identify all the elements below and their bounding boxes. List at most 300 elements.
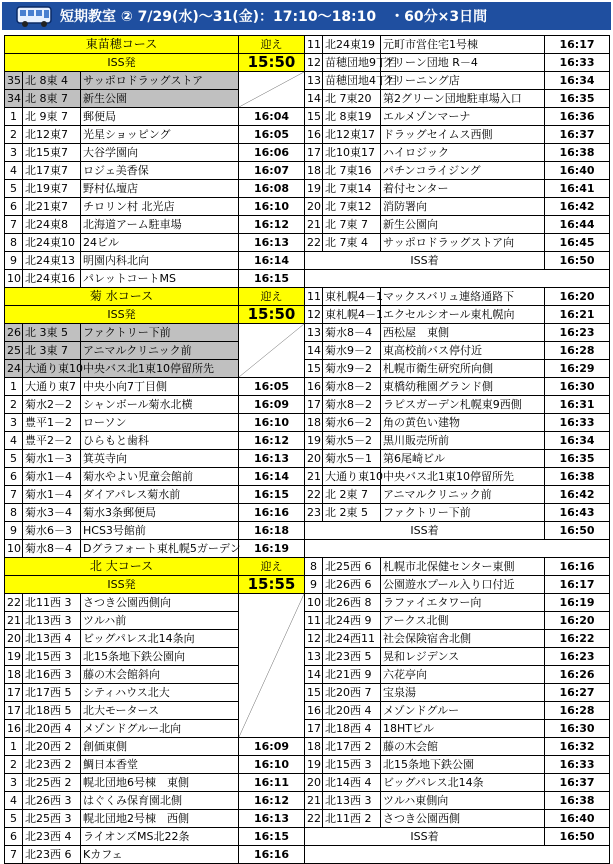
left-stop-time: 16:13 — [239, 450, 305, 468]
right-stop-place: 社会保険宿舎北側 — [381, 630, 545, 648]
skipped-time-slash — [239, 594, 305, 738]
left-stop-area: 北18西 5 — [23, 702, 81, 720]
right-stop-number: 15 — [305, 684, 323, 702]
course-name: 東苗穂コース — [5, 36, 239, 54]
schedule-row — [5, 774, 610, 792]
left-stop-time: 16:09 — [239, 396, 305, 414]
left-stop-area: 北 8東 4 — [23, 72, 81, 90]
left-stop-time: 16:10 — [239, 198, 305, 216]
right-stop-time: 16:20 — [545, 288, 610, 306]
left-stop-time: 16:11 — [239, 774, 305, 792]
right-stop-area: 北15西 3 — [323, 756, 381, 774]
left-stop-place: 郵便局 — [81, 108, 239, 126]
left-stop-time: 16:18 — [239, 522, 305, 540]
iss-arrival-label: ISS着 — [305, 252, 545, 270]
left-stop-area: 北24東10 — [23, 234, 81, 252]
left-stop-place: メゾンドグルー北向 — [81, 720, 239, 738]
left-stop-number: 10 — [5, 540, 23, 558]
right-stop-place: 黒川販売所前 — [381, 432, 545, 450]
pickup-header: 迎え — [239, 558, 305, 576]
right-stop-place: 北15条地下鉄公園 — [381, 756, 545, 774]
right-stop-area: 北 7東14 — [323, 180, 381, 198]
iss-departure-time: 15:50 — [239, 306, 305, 324]
left-stop-number: 8 — [5, 504, 23, 522]
right-stop-area: 北25西 6 — [323, 558, 381, 576]
right-stop-area: 苗穂団地4丁目 — [323, 72, 381, 90]
left-stop-number: 1 — [5, 108, 23, 126]
schedule-row — [5, 342, 610, 360]
right-stop-number: 22 — [305, 234, 323, 252]
right-stop-place: 東高校前バス停付近 — [381, 342, 545, 360]
left-stop-place: 菊水3条郵便局 — [81, 504, 239, 522]
right-stop-time: 16:33 — [545, 756, 610, 774]
left-stop-place: さつき公園西側向 — [81, 594, 239, 612]
right-stop-number: 16 — [305, 378, 323, 396]
schedule-row — [5, 54, 610, 72]
right-stop-area: 北 8東19 — [323, 108, 381, 126]
left-stop-number: 1 — [5, 378, 23, 396]
schedule-row — [5, 90, 610, 108]
right-stop-place: ハイロジック — [381, 144, 545, 162]
left-stop-place: シャンボール菊水北横 — [81, 396, 239, 414]
schedule-row — [5, 702, 610, 720]
schedule-row — [5, 522, 610, 540]
left-stop-area: 北17西 5 — [23, 684, 81, 702]
left-stop-area: 北 3東 5 — [23, 324, 81, 342]
right-stop-place: 元町市営住宅1号棟 — [381, 36, 545, 54]
iss-departure-time: 15:55 — [239, 576, 305, 594]
right-stop-time: 16:16 — [545, 558, 610, 576]
skipped-time-slash — [239, 324, 305, 378]
schedule-row — [5, 234, 610, 252]
right-stop-area: 北17西 2 — [323, 738, 381, 756]
right-stop-number: 20 — [305, 198, 323, 216]
right-stop-place: さつき公園西側 — [381, 810, 545, 828]
right-stop-place: ビッグパレス北14条 — [381, 774, 545, 792]
right-stop-time: 16:38 — [545, 792, 610, 810]
schedule-sheet — [4, 35, 609, 864]
right-stop-place: ラピスガーデン札幌東9西側 — [381, 396, 545, 414]
left-stop-time: 16:12 — [239, 792, 305, 810]
schedule-row — [5, 126, 610, 144]
right-stop-number: 18 — [305, 414, 323, 432]
right-stop-area: 北 7東20 — [323, 90, 381, 108]
right-stop-area: 北20西 7 — [323, 684, 381, 702]
right-stop-place: メゾンドグルー — [381, 702, 545, 720]
schedule-row — [5, 198, 610, 216]
left-stop-number: 10 — [5, 270, 23, 288]
left-stop-area: 北21東7 — [23, 198, 81, 216]
right-stop-time: 16:33 — [545, 54, 610, 72]
left-stop-number: 24 — [5, 360, 23, 378]
schedule-row — [5, 810, 610, 828]
right-stop-time: 16:36 — [545, 108, 610, 126]
right-stop-place: 宝泉湯 — [381, 684, 545, 702]
left-stop-number: 20 — [5, 630, 23, 648]
right-stop-area: 菊水6－2 — [323, 414, 381, 432]
schedule-row — [5, 828, 610, 846]
left-stop-time: 16:15 — [239, 270, 305, 288]
right-stop-area: 北 7東 7 — [323, 216, 381, 234]
right-stop-place: 中央バス北1東10停留所先 — [381, 468, 545, 486]
right-stop-area: 苗穂団地9丁目 — [323, 54, 381, 72]
right-stop-time: 16:19 — [545, 594, 610, 612]
schedule-table — [4, 35, 610, 864]
right-empty-cell — [305, 270, 610, 288]
right-stop-place: 西松屋 東側 — [381, 324, 545, 342]
right-stop-time: 16:28 — [545, 702, 610, 720]
right-stop-number: 11 — [305, 36, 323, 54]
right-stop-number: 18 — [305, 738, 323, 756]
left-stop-number: 17 — [5, 684, 23, 702]
bus-icon — [16, 4, 54, 28]
left-stop-area: 北15東7 — [23, 144, 81, 162]
left-stop-place: ライオンズMS北22条 — [81, 828, 239, 846]
right-stop-time: 16:43 — [545, 504, 610, 522]
schedule-row — [5, 738, 610, 756]
right-stop-time: 16:23 — [545, 648, 610, 666]
schedule-row — [5, 252, 610, 270]
right-stop-area: 北18西 4 — [323, 720, 381, 738]
left-stop-area: 北15西 3 — [23, 648, 81, 666]
right-stop-place: エクセルシオール東札幌向 — [381, 306, 545, 324]
right-stop-time: 16:31 — [545, 396, 610, 414]
left-stop-place: ビッグパレス北14条向 — [81, 630, 239, 648]
right-stop-area: 北11西 2 — [323, 810, 381, 828]
right-stop-number: 12 — [305, 630, 323, 648]
pickup-header: 迎え — [239, 288, 305, 306]
right-stop-time: 16:22 — [545, 630, 610, 648]
left-stop-area: 北25西 3 — [23, 810, 81, 828]
right-stop-place: 公園遊水プール入り口付近 — [381, 576, 545, 594]
right-stop-time: 16:42 — [545, 198, 610, 216]
right-stop-area: 北24西 9 — [323, 612, 381, 630]
schedule-row — [5, 360, 610, 378]
left-stop-place: 大谷学園向 — [81, 144, 239, 162]
right-stop-time: 16:23 — [545, 324, 610, 342]
schedule-row — [5, 450, 610, 468]
right-stop-time: 16:34 — [545, 432, 610, 450]
right-stop-number: 14 — [305, 90, 323, 108]
iss-departure-label: ISS発 — [5, 306, 239, 324]
left-stop-area: 北24東8 — [23, 216, 81, 234]
left-stop-place: 24ビル — [81, 234, 239, 252]
right-stop-number: 13 — [305, 72, 323, 90]
left-stop-number: 22 — [5, 594, 23, 612]
right-stop-number: 10 — [305, 594, 323, 612]
right-stop-time: 16:26 — [545, 666, 610, 684]
right-stop-place: 六花亭向 — [381, 666, 545, 684]
right-stop-place: マックスバリュ連絡通路下 — [381, 288, 545, 306]
right-stop-time: 16:33 — [545, 414, 610, 432]
iss-departure-label: ISS発 — [5, 54, 239, 72]
right-stop-time: 16:37 — [545, 126, 610, 144]
left-stop-area: 北23西 4 — [23, 828, 81, 846]
right-stop-number: 17 — [305, 144, 323, 162]
right-stop-time: 16:35 — [545, 450, 610, 468]
right-stop-time: 16:17 — [545, 576, 610, 594]
left-stop-area: 北13西 4 — [23, 630, 81, 648]
left-stop-area: 豊平1－2 — [23, 414, 81, 432]
schedule-row — [5, 630, 610, 648]
left-stop-place: 光星ショッピング — [81, 126, 239, 144]
left-stop-time: 16:10 — [239, 414, 305, 432]
left-stop-area: 大通り東7 — [23, 378, 81, 396]
right-stop-area: 菊水8－2 — [323, 378, 381, 396]
left-stop-place: 明園内科北向 — [81, 252, 239, 270]
left-stop-place: ローソン — [81, 414, 239, 432]
left-stop-area: 菊水3－4 — [23, 504, 81, 522]
right-stop-place: 第6尾崎ビル — [381, 450, 545, 468]
left-stop-place: チロリン村 北光店 — [81, 198, 239, 216]
left-stop-time: 16:14 — [239, 252, 305, 270]
schedule-row — [5, 792, 610, 810]
right-stop-area: 北14西 4 — [323, 774, 381, 792]
left-stop-area: 北24東13 — [23, 252, 81, 270]
right-stop-time: 16:38 — [545, 144, 610, 162]
iss-departure-time: 15:50 — [239, 54, 305, 72]
left-stop-area: 北25西 2 — [23, 774, 81, 792]
right-stop-area: 北 2東 5 — [323, 504, 381, 522]
left-stop-area: 北17東7 — [23, 162, 81, 180]
left-stop-place: Kカフェ — [81, 846, 239, 864]
right-stop-area: 北20西 4 — [323, 702, 381, 720]
right-stop-number: 11 — [305, 288, 323, 306]
left-stop-time: 16:07 — [239, 162, 305, 180]
right-stop-place: アークス北側 — [381, 612, 545, 630]
left-stop-number: 18 — [5, 666, 23, 684]
right-stop-number: 22 — [305, 810, 323, 828]
left-stop-time: 16:09 — [239, 738, 305, 756]
right-stop-area: 北24東19 — [323, 36, 381, 54]
left-stop-time: 16:16 — [239, 846, 305, 864]
right-stop-time: 16:42 — [545, 486, 610, 504]
left-stop-place: HCS3号館前 — [81, 522, 239, 540]
left-stop-number: 9 — [5, 252, 23, 270]
course-name: 菊 水コース — [5, 288, 239, 306]
left-stop-number: 5 — [5, 180, 23, 198]
left-stop-place: 幌北団地2号棟 西側 — [81, 810, 239, 828]
left-stop-area: 菊水1－4 — [23, 486, 81, 504]
skipped-time-slash — [239, 72, 305, 108]
right-stop-area: 北21西 9 — [323, 666, 381, 684]
left-stop-number: 34 — [5, 90, 23, 108]
right-stop-number: 19 — [305, 432, 323, 450]
schedule-row — [5, 432, 610, 450]
schedule-row — [5, 288, 610, 306]
left-stop-place: サッポロドラッグストア — [81, 72, 239, 90]
left-stop-number: 6 — [5, 198, 23, 216]
left-stop-number: 2 — [5, 126, 23, 144]
left-stop-area: 菊水1－4 — [23, 468, 81, 486]
left-stop-place: 藤の木会館斜向 — [81, 666, 239, 684]
left-stop-area: 北13西 3 — [23, 612, 81, 630]
right-stop-number: 12 — [305, 306, 323, 324]
schedule-row — [5, 144, 610, 162]
right-stop-number: 14 — [305, 342, 323, 360]
iss-arrival-time: 16:50 — [545, 828, 610, 846]
right-stop-place: グリーン団地 R－4 — [381, 54, 545, 72]
right-stop-place: 藤の木会館 — [381, 738, 545, 756]
left-stop-area: 北12東7 — [23, 126, 81, 144]
left-stop-time: 16:15 — [239, 828, 305, 846]
schedule-row — [5, 270, 610, 288]
schedule-row — [5, 216, 610, 234]
right-stop-number: 14 — [305, 666, 323, 684]
right-stop-number: 17 — [305, 720, 323, 738]
left-stop-number: 4 — [5, 792, 23, 810]
schedule-row — [5, 594, 610, 612]
right-empty-cell — [305, 540, 610, 558]
left-stop-number: 2 — [5, 756, 23, 774]
right-stop-place: クリーニング店 — [381, 72, 545, 90]
left-stop-area: 菊水6－3 — [23, 522, 81, 540]
right-stop-time: 16:35 — [545, 90, 610, 108]
right-stop-number: 21 — [305, 216, 323, 234]
left-stop-area: 北11西 3 — [23, 594, 81, 612]
left-stop-area: 北20西 2 — [23, 738, 81, 756]
right-stop-area: 菊水5－1 — [323, 450, 381, 468]
left-stop-time: 16:19 — [239, 540, 305, 558]
left-stop-area: 大通り東10 — [23, 360, 81, 378]
right-stop-time: 16:21 — [545, 306, 610, 324]
left-stop-place: 鯛日本香堂 — [81, 756, 239, 774]
right-stop-number: 21 — [305, 792, 323, 810]
left-stop-area: 菊水2－2 — [23, 396, 81, 414]
right-stop-area: 東札幌4－1 — [323, 288, 381, 306]
iss-arrival-label: ISS着 — [305, 522, 545, 540]
page-title: 短期教室 ② 7/29(水)～31(金)：17:10～18:10 ・60分×3日間 — [60, 9, 488, 25]
schedule-row — [5, 576, 610, 594]
left-stop-area: 北26西 3 — [23, 792, 81, 810]
schedule-row — [5, 180, 610, 198]
left-stop-number: 6 — [5, 468, 23, 486]
left-stop-number: 7 — [5, 846, 23, 864]
right-stop-time: 16:45 — [545, 234, 610, 252]
left-stop-place: 新生公園 — [81, 90, 239, 108]
header-bar — [2, 2, 611, 30]
right-stop-area: 北 7東12 — [323, 198, 381, 216]
left-stop-area: 菊水1－3 — [23, 450, 81, 468]
schedule-row — [5, 414, 610, 432]
right-stop-number: 15 — [305, 360, 323, 378]
right-stop-place: アニマルクリニック前 — [381, 486, 545, 504]
right-stop-area: 北 2東 7 — [323, 486, 381, 504]
pickup-header: 迎え — [239, 36, 305, 54]
right-stop-number: 22 — [305, 486, 323, 504]
right-stop-area: 北 7東 4 — [323, 234, 381, 252]
right-stop-time: 16:29 — [545, 360, 610, 378]
left-stop-number: 5 — [5, 450, 23, 468]
schedule-row — [5, 396, 610, 414]
left-stop-area: 北16西 3 — [23, 666, 81, 684]
left-stop-area: 北 3東 7 — [23, 342, 81, 360]
right-stop-number: 9 — [305, 576, 323, 594]
right-stop-time: 16:17 — [545, 36, 610, 54]
right-stop-place: 18HTビル — [381, 720, 545, 738]
left-stop-number: 16 — [5, 720, 23, 738]
right-stop-time: 16:28 — [545, 342, 610, 360]
right-stop-number: 20 — [305, 774, 323, 792]
right-stop-place: 札幌市北保健センター東側 — [381, 558, 545, 576]
right-stop-time: 16:30 — [545, 378, 610, 396]
schedule-row — [5, 378, 610, 396]
right-stop-number: 17 — [305, 396, 323, 414]
left-stop-time: 16:05 — [239, 378, 305, 396]
left-stop-place: はぐくみ保育園北側 — [81, 792, 239, 810]
left-stop-place: パレットコートMS — [81, 270, 239, 288]
left-stop-time: 16:04 — [239, 108, 305, 126]
left-stop-number: 4 — [5, 432, 23, 450]
left-stop-place: ダイアパレス菊水前 — [81, 486, 239, 504]
right-stop-time: 16:40 — [545, 810, 610, 828]
schedule-row — [5, 72, 610, 90]
left-stop-place: 北海道アーム駐車場 — [81, 216, 239, 234]
left-stop-number: 25 — [5, 342, 23, 360]
left-stop-place: 北15条地下鉄公園向 — [81, 648, 239, 666]
left-stop-place: Dグラフォート東札幌5ガーデン — [81, 540, 239, 558]
left-stop-place: ロジェ美香保 — [81, 162, 239, 180]
right-stop-place: 着付センター — [381, 180, 545, 198]
schedule-row — [5, 306, 610, 324]
right-stop-place: 第2グリーン団地駐車場入口 — [381, 90, 545, 108]
left-stop-area: 北23西 6 — [23, 846, 81, 864]
right-stop-area: 北10東17 — [323, 144, 381, 162]
schedule-row — [5, 108, 610, 126]
left-stop-place: ひらもと歯科 — [81, 432, 239, 450]
left-stop-place: ツルハ前 — [81, 612, 239, 630]
left-stop-number: 1 — [5, 738, 23, 756]
left-stop-place: ファクトリー下前 — [81, 324, 239, 342]
right-stop-area: 菊水5－2 — [323, 432, 381, 450]
left-stop-number: 35 — [5, 72, 23, 90]
left-stop-number: 7 — [5, 216, 23, 234]
left-stop-time: 16:13 — [239, 810, 305, 828]
schedule-row — [5, 36, 610, 54]
right-stop-place: 角の黄色い建物 — [381, 414, 545, 432]
schedule-row — [5, 720, 610, 738]
right-stop-place: ラファイエタワー向 — [381, 594, 545, 612]
right-stop-time: 16:20 — [545, 612, 610, 630]
left-stop-time: 16:13 — [239, 234, 305, 252]
right-stop-time: 16:37 — [545, 774, 610, 792]
left-stop-number: 2 — [5, 396, 23, 414]
right-stop-number: 19 — [305, 756, 323, 774]
left-stop-number: 3 — [5, 774, 23, 792]
left-stop-place: 北大モータース — [81, 702, 239, 720]
right-stop-time: 16:30 — [545, 720, 610, 738]
right-stop-area: 北23西 5 — [323, 648, 381, 666]
left-stop-number: 19 — [5, 648, 23, 666]
left-stop-number: 3 — [5, 144, 23, 162]
right-stop-number: 16 — [305, 702, 323, 720]
iss-arrival-time: 16:50 — [545, 522, 610, 540]
right-stop-place: 晃和レジデンス — [381, 648, 545, 666]
schedule-row — [5, 468, 610, 486]
right-stop-place: 消防署向 — [381, 198, 545, 216]
right-stop-place: エルメゾンマーナ — [381, 108, 545, 126]
left-stop-time: 16:10 — [239, 756, 305, 774]
right-stop-number: 15 — [305, 108, 323, 126]
right-stop-number: 12 — [305, 54, 323, 72]
left-stop-area: 北23西 2 — [23, 756, 81, 774]
right-stop-place: ツルハ東側向 — [381, 792, 545, 810]
left-stop-place: 中央小向7丁目側 — [81, 378, 239, 396]
right-stop-number: 19 — [305, 180, 323, 198]
right-stop-place: パチンコライジング — [381, 162, 545, 180]
left-stop-place: アニマルクリニック前 — [81, 342, 239, 360]
left-stop-place: シティハウス北大 — [81, 684, 239, 702]
